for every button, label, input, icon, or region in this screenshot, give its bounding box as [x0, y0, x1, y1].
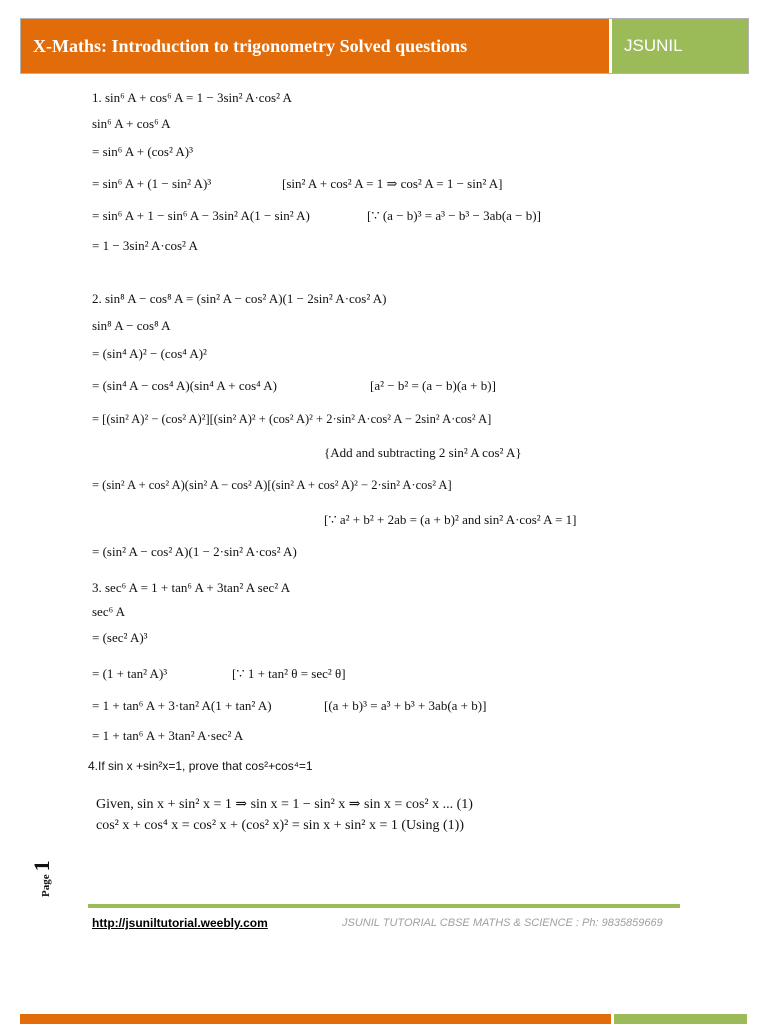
- q4-given: Given, sin x + sin² x = 1 ⇒ sin x = 1 − sin² x ⇒ sin x = cos² x ... (1): [96, 797, 473, 812]
- q2-hint: [∵ a² + b² + 2ab = (a + b)² and sin² A·cos² A = 1]: [324, 512, 577, 527]
- q3-hint: [(a + b)³ = a³ + b³ + 3ab(a + b)]: [324, 698, 487, 713]
- q3-step: sec⁶ A: [92, 604, 126, 619]
- q1-step: sin⁶ A + cos⁶ A: [92, 116, 171, 131]
- footer-divider: [88, 904, 680, 908]
- q2-statement: 2. sin⁸ A − cos⁸ A = (sin² A − cos² A)(1 − 2sin² A·cos² A): [92, 291, 387, 306]
- next-page-header-strip: [20, 1014, 747, 1024]
- footer-note: JSUNIL TUTORIAL CBSE MATHS & SCIENCE : Ph: 9835859669: [342, 917, 663, 929]
- q3-result: = 1 + tan⁶ A + 3tan² A·sec² A: [92, 728, 244, 743]
- q1-step: = sin⁶ A + (cos² A)³: [92, 144, 194, 159]
- q1-step: = sin⁶ A + (1 − sin² A)³: [92, 176, 212, 191]
- page-header: [20, 18, 749, 74]
- header-title: X-Maths: Introduction to trigonometry Solved questions: [21, 19, 612, 73]
- q2-step: = [(sin² A)² − (cos² A)²][(sin² A)² + (cos² A)² + 2·sin² A·cos² A − 2sin² A·cos² A]: [92, 412, 492, 426]
- q1-step: = sin⁶ A + 1 − sin⁶ A − 3sin² A(1 − sin² A): [92, 208, 310, 223]
- q4-statement: 4.If sin x +sin²x=1, prove that cos²+cos⁴=1: [88, 759, 313, 773]
- page-word: Page: [40, 874, 52, 897]
- q3-step: = (sec² A)³: [92, 630, 148, 645]
- q1-statement: 1. sin⁶ A + cos⁶ A = 1 − 3sin² A·cos² A: [92, 90, 292, 105]
- q4-proof: cos² x + cos⁴ x = cos² x + (cos² x)² = sin x + sin² x = 1 (Using (1)): [96, 818, 464, 833]
- q3-step: = 1 + tan⁶ A + 3·tan² A(1 + tan² A): [92, 698, 272, 713]
- q3-step: = (1 + tan² A)³: [92, 666, 168, 681]
- page-number: 1: [29, 860, 54, 872]
- strip-green: [614, 1014, 747, 1024]
- footer-link[interactable]: http://jsuniltutorial.weebly.com: [92, 916, 268, 930]
- q1-result: = 1 − 3sin² A·cos² A: [92, 238, 198, 253]
- q2-result: = (sin² A − cos² A)(1 − 2·sin² A·cos² A): [92, 544, 297, 559]
- q1-hint: [∵ (a − b)³ = a³ − b³ − 3ab(a − b)]: [367, 208, 541, 223]
- q3-statement: 3. sec⁶ A = 1 + tan⁶ A + 3tan² A sec² A: [92, 580, 291, 595]
- q2-step: = (sin⁴ A − cos⁴ A)(sin⁴ A + cos⁴ A): [92, 378, 277, 393]
- q2-hint: [a² − b² = (a − b)(a + b)]: [370, 378, 496, 393]
- q2-step: = (sin⁴ A)² − (cos⁴ A)²: [92, 346, 207, 361]
- q2-step: sin⁸ A − cos⁸ A: [92, 318, 171, 333]
- q3-hint: [∵ 1 + tan² θ = sec² θ]: [232, 666, 346, 681]
- q2-hint: {Add and subtracting 2 sin² A cos² A}: [324, 445, 522, 460]
- header-brand: JSUNIL: [612, 19, 748, 73]
- q1-hint: [sin² A + cos² A = 1 ⇒ cos² A = 1 − sin² A]: [282, 176, 503, 191]
- q2-step: = (sin² A + cos² A)(sin² A − cos² A)[(sin² A + cos² A)² − 2·sin² A·cos² A]: [92, 478, 452, 492]
- strip-orange: [20, 1014, 614, 1024]
- page-number-label: [29, 857, 79, 897]
